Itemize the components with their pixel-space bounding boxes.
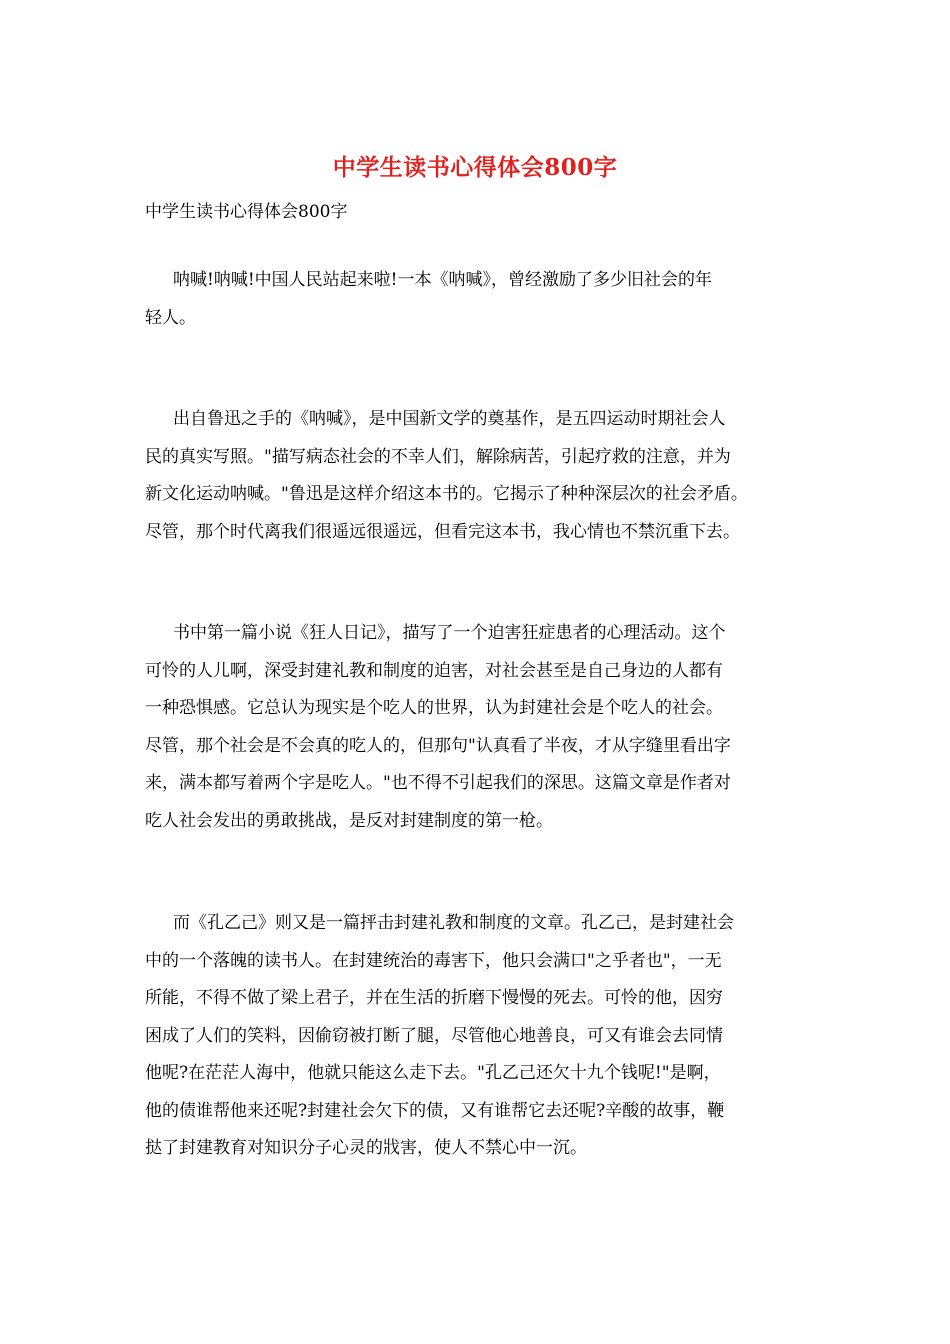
paragraph-line: 新文化运动呐喊。"鲁迅是这样介绍这本书的。它揭示了种种深层次的社会矛盾。 xyxy=(145,484,748,504)
paragraph-line: 来，满本都写着两个字是吃人。"也不得不引起我们的深思。这篇文章是作者对 xyxy=(145,773,731,793)
paragraph-line: 他呢?在茫茫人海中，他就只能这么走下去。"孔乙己还欠十九个钱呢!"是啊， xyxy=(145,1063,721,1083)
document-title: 中学生读书心得体会800字 xyxy=(332,154,618,181)
paragraph-line: 而《孔乙己》则又是一篇抨击封建礼教和制度的文章。孔乙己，是封建社会 xyxy=(173,913,734,933)
paragraph-line: 挞了封建教育对知识分子心灵的戕害，使人不禁心中一沉。 xyxy=(145,1138,587,1158)
paragraph-line: 民的真实写照。"描写病态社会的不幸人们，解除病苦，引起疗救的注意，并为 xyxy=(145,446,731,467)
document-subtitle: 中学生读书心得体会800字 xyxy=(145,202,348,222)
paragraph-line: 书中第一篇小说《狂人日记》，描写了一个迫害狂症患者的心理活动。这个 xyxy=(173,623,726,643)
paragraph-line: 吃人社会发出的勇敢挑战，是反对封建制度的第一枪。 xyxy=(145,810,553,831)
paragraph-line: 尽管，那个社会是不会真的吃人的，但那句"认真看了半夜，才从字缝里看出字 xyxy=(145,735,731,756)
paragraph-line: 出自鲁迅之手的《呐喊》，是中国新文学的奠基作，是五四运动时期社会人 xyxy=(173,409,726,429)
paragraph xyxy=(145,401,815,551)
paragraph-line: 中的一个落魄的读书人。在封建统治的毒害下，他只会满口"之乎者也"，一无 xyxy=(145,950,722,971)
paragraph-line: 呐喊!呐喊!中国人民站起来啦!一本《呐喊》，曾经激励了多少旧社会的年 xyxy=(173,270,712,290)
paragraph xyxy=(145,262,815,337)
paragraph-line: 困成了人们的笑料，因偷窃被打断了腿，尽管他心地善良，可又有谁会去同情 xyxy=(145,1025,723,1046)
paragraph xyxy=(145,615,815,840)
paragraph-line: 尽管，那个时代离我们很遥远很遥远，但看完这本书，我心情也不禁沉重下去。 xyxy=(145,521,740,542)
paragraph-line: 所能，不得不做了梁上君子，并在生活的折磨下慢慢的死去。可怜的他，因穷 xyxy=(145,988,723,1008)
paragraph-line: 轻人。 xyxy=(145,307,196,328)
paragraph-line: 可怜的人儿啊，深受封建礼教和制度的迫害，对社会甚至是自己身边的人都有 xyxy=(145,660,723,681)
paragraph xyxy=(145,905,815,1168)
paragraph-line: 他的债谁帮他来还呢?封建社会欠下的债，又有谁帮它去还呢?辛酸的故事，鞭 xyxy=(145,1100,725,1121)
paragraph-line: 一种恐惧感。它总认为现实是个吃人的世界，认为封建社会是个吃人的社会。 xyxy=(145,698,723,718)
